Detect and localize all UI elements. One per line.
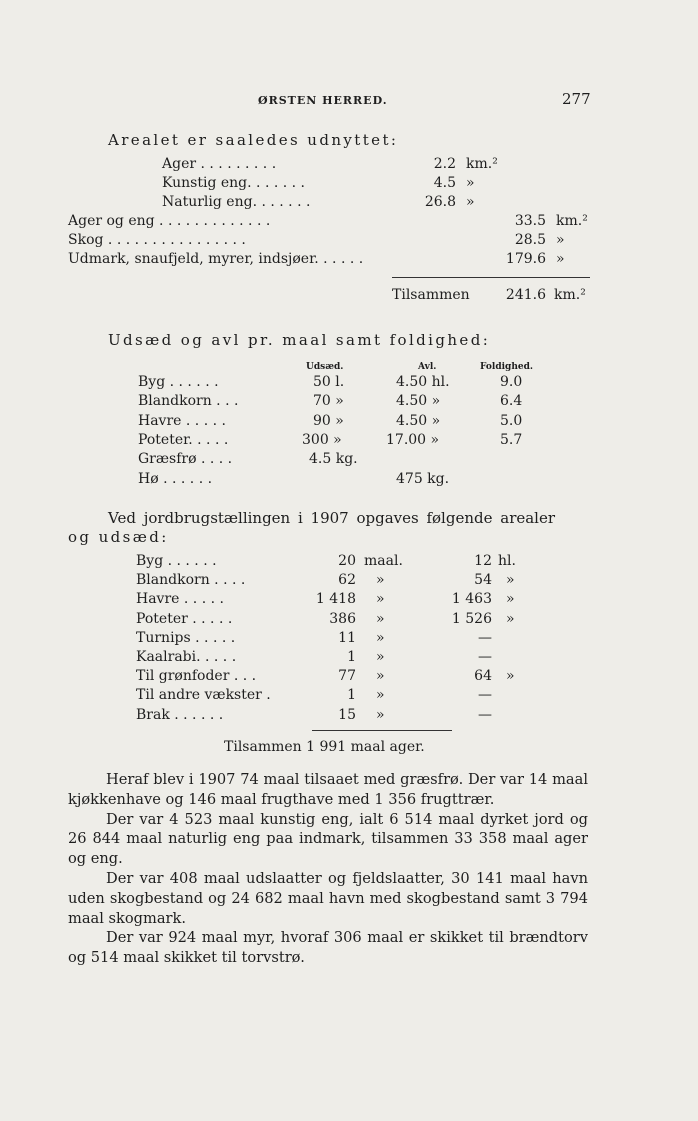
jordbrug-row-maal-unit: » [376,649,385,665]
udsaed-row-udsaed: 50 l. [313,374,345,390]
udsaed-row-avl: 475 kg. [396,470,450,487]
col-header-avl: Avl. [418,362,437,372]
jordbrug-row-label: Byg . . . . . . [136,553,217,569]
col-header-foldighed: Foldighed. [480,362,534,372]
udsaed-row-avl: 4.50 » [396,412,441,429]
jordbrug-row-label: Poteter . . . . . [136,610,233,627]
arealet-main-unit: » [556,251,565,267]
jordbrug-row-maal: 1 418 [315,591,356,608]
arealet-main-label: Ager og eng . . . . . . . . . . . . . [68,213,271,229]
jordbrug-row-udsaed: 1 463 [451,591,492,608]
udsaed-row-udsaed: 90 » [313,412,344,429]
arealet-main-label: Udmark, snaufjeld, myrer, indsjøer. . . . . . [68,251,364,267]
jordbrug-row-udsaed-unit: » [506,572,515,589]
arealet-sub-label: Ager . . . . . . . . . [162,156,277,172]
udsaed-row-label: Blandkorn . . . [138,393,239,410]
jordbrug-row-udsaed-unit: » [506,591,515,608]
arealet-sub-unit: km.² [466,156,498,172]
udsaed-heading: Udsæd og avl pr. maal samt foldighed: [108,331,491,349]
arealet-total-value: 241.6 [505,287,546,303]
jordbrug-row-udsaed: — [478,649,492,665]
arealet-sub-unit: » [466,175,475,191]
arealet-sub-value: 26.8 [424,194,456,210]
udsaed-row-label: Byg . . . . . . [138,374,219,390]
jordbrug-row-udsaed: — [478,687,492,704]
jordbrug-row-maal-unit: » [376,610,385,627]
udsaed-row-foldighed: 9.0 [500,374,523,390]
arealet-sub-label: Naturlig eng. . . . . . . [162,194,311,210]
udsaed-row-avl: 4.50 » [396,393,441,410]
body-text [68,770,588,968]
udsaed-row-label: Hø . . . . . . [138,470,213,487]
running-header: ØRSTEN HERRED. [258,94,388,107]
jordbrug-row-maal: 77 [338,668,356,685]
paragraph-3: Der var 408 maal udslaatter og fjeldslaatter, 30 141 maal havn uden skogbestand og 24 682 maal havn med skogbestand samt 3 794 maal skogmark. [68,869,588,927]
udsaed-row-label: Havre . . . . . [138,412,226,429]
arealet-sub-value: 2.2 [433,156,456,172]
jordbrug-total-rule [312,730,452,731]
udsaed-row-foldighed: 5.0 [500,412,523,429]
jordbrug-intro-line2: og udsæd: [68,528,169,546]
udsaed-row-udsaed: 300 » [302,431,342,448]
arealet-total-label: Tilsammen [392,287,470,303]
jordbrug-row-udsaed: — [478,706,492,723]
udsaed-row-udsaed: 70 » [313,393,344,410]
paragraph-2: Der var 4 523 maal kunstig eng, ialt 6 514 maal dyrket jord og 26 844 maal naturlig eng paa indmark, tilsammen 33 358 maal ager og eng. [68,810,588,868]
udsaed-row-label: Græsfrø . . . . [138,451,233,468]
jordbrug-row-maal: 1 [347,649,356,665]
arealet-main-value: 33.5 [514,213,546,229]
arealet-total-rule [392,277,590,278]
jordbrug-row-udsaed: — [478,629,492,646]
jordbrug-row-maal-unit: » [376,687,385,704]
page-number: 277 [562,90,591,108]
arealet-sub-unit: » [466,194,475,210]
jordbrug-total: Tilsammen 1 991 maal ager. [224,739,425,755]
jordbrug-row-maal: 15 [338,706,356,723]
jordbrug-row-udsaed: 12 [474,553,492,569]
arealet-main-label: Skog . . . . . . . . . . . . . . . . [68,232,246,248]
jordbrug-row-maal-unit: maal. [364,553,403,569]
paragraph-1: Heraf blev i 1907 74 maal tilsaaet med græsfrø. Der var 14 maal kjøkkenhave og 146 maal frugthave med 1 356 frugttrær. [68,771,588,808]
jordbrug-row-udsaed: 64 [474,668,492,685]
udsaed-row-avl: 4.50 hl. [396,374,450,390]
jordbrug-row-udsaed: 54 [474,572,492,589]
jordbrug-row-maal-unit: » [376,629,385,646]
jordbrug-row-maal: 1 [347,687,356,704]
udsaed-row-foldighed: 5.7 [500,431,523,448]
paragraph-4: Der var 924 maal myr, hvoraf 306 maal er skikket til brændtorv og 514 maal skikket til torvstrø. [68,929,588,967]
jordbrug-row-label: Turnips . . . . . [136,629,236,646]
jordbrug-row-maal: 11 [338,629,356,646]
col-header-udsaed: Udsæd. [306,362,344,372]
jordbrug-row-udsaed-unit: hl. [498,553,516,569]
jordbrug-row-label: Blandkorn . . . . [136,572,246,589]
udsaed-row-avl: 17.00 » [386,431,440,448]
jordbrug-row-maal: 62 [338,572,356,589]
jordbrug-row-udsaed: 1 526 [451,610,492,627]
jordbrug-row-udsaed-unit: » [506,610,515,627]
jordbrug-row-maal-unit: » [376,706,385,723]
udsaed-row-udsaed: 4.5 kg. [309,451,358,468]
jordbrug-row-maal: 386 [329,610,356,627]
jordbrug-row-label: Til grønfoder . . . [136,668,257,685]
arealet-heading: Arealet er saaledes udnyttet: [108,131,399,149]
jordbrug-row-label: Havre . . . . . [136,591,224,608]
arealet-main-value: 28.5 [514,232,546,248]
arealet-total-unit: km.² [554,287,586,303]
jordbrug-row-label: Kaalrabi. . . . . [136,649,237,665]
arealet-main-unit: » [556,232,565,248]
jordbrug-row-maal: 20 [338,553,356,569]
jordbrug-row-udsaed-unit: » [506,668,515,685]
jordbrug-row-label: Til andre vækster . [136,687,271,704]
jordbrug-row-maal-unit: » [376,572,385,589]
jordbrug-intro-line1: Ved jordbrugstællingen i 1907 opgaves følgende arealer [108,509,556,527]
jordbrug-row-label: Brak . . . . . . [136,706,224,723]
arealet-main-unit: km.² [556,213,588,229]
udsaed-row-label: Poteter. . . . . [138,431,229,448]
arealet-main-value: 179.6 [505,251,546,267]
arealet-sub-value: 4.5 [433,175,456,191]
jordbrug-row-maal-unit: » [376,668,385,685]
arealet-sub-label: Kunstig eng. . . . . . . [162,175,306,191]
udsaed-row-foldighed: 6.4 [500,393,523,410]
jordbrug-row-maal-unit: » [376,591,385,608]
